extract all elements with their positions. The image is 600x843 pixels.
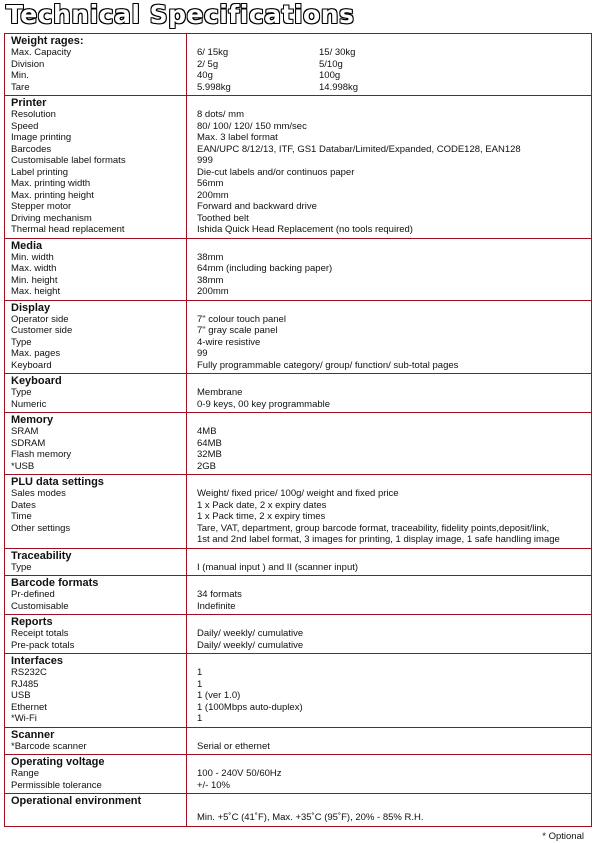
- section-title: PLU data settings: [11, 476, 104, 488]
- section-title: Interfaces: [11, 655, 63, 667]
- spec-row: [5, 337, 591, 349]
- spec-row: [5, 500, 591, 512]
- spec-value-large-model: 5/10g: [319, 58, 343, 70]
- spec-value: 32MB: [197, 449, 222, 460]
- spec-label: SDRAM: [11, 437, 46, 449]
- section-title: Operating voltage: [11, 756, 105, 768]
- spec-row: [5, 534, 591, 546]
- spec-value: 38mm: [197, 274, 224, 286]
- spec-row: [5, 488, 591, 500]
- spec-value: 64MB: [197, 437, 222, 449]
- spec-label: RS232C: [11, 667, 47, 678]
- spec-row: [5, 286, 591, 298]
- spec-value: Toothed belt: [197, 212, 249, 224]
- spec-value: 200mm: [197, 189, 229, 201]
- spec-row: [5, 132, 591, 144]
- spec-label: SRAM: [11, 426, 39, 437]
- spec-value: 8 dots/ mm: [197, 109, 244, 120]
- spec-value: Membrane: [197, 387, 243, 398]
- spec-label: *USB: [11, 460, 35, 472]
- spec-row: [5, 314, 591, 326]
- spec-value: Die-cut labels and/or continuos paper: [197, 166, 355, 178]
- spec-row: [5, 190, 591, 202]
- spec-value: 4MB: [197, 426, 217, 437]
- spec-row: [5, 667, 591, 679]
- spec-label: Stepper motor: [11, 201, 72, 212]
- spec-section: [5, 300, 591, 374]
- spec-label: [5, 812, 187, 824]
- spec-label: Max. Capacity: [11, 47, 72, 58]
- spec-label: *Wi-Fi: [11, 713, 37, 724]
- spec-label: Type: [11, 336, 32, 348]
- spec-value-small-model: 6/ 15kg: [197, 47, 229, 58]
- spec-section: [5, 548, 591, 576]
- spec-section: [5, 754, 591, 793]
- spec-row: [5, 121, 591, 133]
- spec-row: [5, 144, 591, 156]
- spec-value: 80/ 100/ 120/ 150 mm/sec: [197, 120, 307, 132]
- spec-value: [187, 59, 591, 71]
- spec-label: Receipt totals: [11, 628, 69, 639]
- spec-section: [5, 793, 591, 826]
- spec-section: [5, 653, 591, 727]
- spec-label: RJ485: [11, 678, 39, 690]
- spec-label: Min. height: [11, 274, 58, 286]
- spec-label: Customisable label formats: [11, 155, 126, 166]
- spec-value: 7" colour touch panel: [197, 313, 286, 325]
- spec-section: [5, 95, 591, 238]
- spec-value: 1: [197, 667, 203, 678]
- spec-row: [5, 768, 591, 780]
- spec-row: [5, 325, 591, 337]
- spec-value: 1st and 2nd label format, 3 images for printing, 1 display image, 1 safe handling image: [197, 534, 560, 545]
- spec-label: Pre-pack totals: [11, 639, 75, 651]
- spec-row: [5, 741, 591, 753]
- spec-value: 1 (ver 1.0): [197, 690, 241, 701]
- spec-label: Max. pages: [11, 348, 61, 359]
- spec-label: Label printing: [11, 166, 69, 178]
- spec-section: [5, 474, 591, 548]
- section-title: Operational environment: [11, 795, 142, 807]
- spec-value: 1: [197, 713, 203, 724]
- spec-value: [187, 70, 591, 82]
- spec-label: *Barcode scanner: [11, 740, 87, 752]
- spec-value-large-model: 14.998kg: [319, 81, 359, 93]
- spec-value: Min. +5˚C (41˚F), Max. +35˚C (95˚F), 20% - 85% R.H.: [197, 812, 424, 823]
- spec-label: Other settings: [11, 522, 71, 534]
- spec-row: [5, 178, 591, 190]
- spec-label: Ethernet: [11, 701, 47, 713]
- optional-footnote: * Optional: [542, 831, 584, 842]
- spec-row: [5, 690, 591, 702]
- spec-value: Forward and backward drive: [197, 201, 317, 212]
- spec-value: 1 (100Mbps auto-duplex): [197, 701, 303, 713]
- spec-value: 2GB: [197, 460, 217, 472]
- section-title: Display: [11, 301, 51, 314]
- spec-label: [5, 534, 187, 546]
- spec-row: [5, 109, 591, 121]
- spec-value: 1 x Pack time, 2 x expiry times: [197, 511, 326, 522]
- spec-label: Range: [11, 768, 39, 779]
- spec-value: [187, 82, 591, 94]
- spec-value: 7" gray scale panel: [197, 325, 278, 336]
- spec-value-large-model: 15/ 30kg: [319, 47, 356, 58]
- section-title: Barcode formats: [11, 577, 99, 589]
- spec-label: USB: [11, 690, 31, 701]
- spec-value: Daily/ weekly/ cumulative: [197, 628, 304, 639]
- spec-row: [5, 461, 591, 473]
- spec-value: 56mm: [197, 178, 224, 189]
- page-title: Technical Specifications: [6, 0, 355, 29]
- spec-section: [5, 614, 591, 653]
- spec-label: Customisable: [11, 600, 69, 612]
- spec-label: Permissible tolerance: [11, 779, 102, 791]
- spec-row: [5, 807, 591, 824]
- spec-value: 34 formats: [197, 589, 242, 600]
- section-title: Traceability: [11, 549, 72, 562]
- spec-value-small-model: 40g: [197, 70, 213, 81]
- spec-value: 999: [197, 155, 213, 166]
- spec-value: Weight/ fixed price/ 100g/ weight and fixed price: [197, 488, 399, 499]
- spec-section: [5, 373, 591, 412]
- spec-value: Daily/ weekly/ cumulative: [197, 639, 304, 651]
- spec-label: Speed: [11, 120, 39, 132]
- section-title: Reports: [11, 616, 53, 628]
- spec-row: [5, 780, 591, 792]
- spec-value: Tare, VAT, department, group barcode format, traceability, fidelity points,deposit/link,: [197, 522, 550, 534]
- spec-row: [5, 589, 591, 601]
- spec-value: 1: [197, 678, 203, 690]
- spec-label: Barcodes: [11, 143, 52, 155]
- spec-row: [5, 70, 591, 82]
- spec-label: Flash memory: [11, 449, 72, 460]
- section-title: Scanner: [11, 728, 55, 741]
- spec-value: Ishida Quick Head Replacement (no tools required): [197, 224, 413, 235]
- spec-row: [5, 640, 591, 652]
- spec-label: Image printing: [11, 132, 72, 143]
- spec-row: [5, 155, 591, 167]
- spec-section: [5, 727, 591, 755]
- spec-row: [5, 562, 591, 574]
- spec-label: Keyboard: [11, 359, 52, 371]
- spec-label: Type: [11, 561, 32, 573]
- spec-row: [5, 263, 591, 275]
- spec-value-small-model: 5.998kg: [197, 81, 231, 93]
- spec-value: Fully programmable category/ group/ function/ sub-total pages: [197, 359, 459, 371]
- spec-row: [5, 628, 591, 640]
- spec-value: Indefinite: [197, 600, 236, 612]
- spec-value: EAN/UPC 8/12/13, ITF, GS1 Databar/Limited/Expanded, CODE128, EAN128: [197, 143, 521, 155]
- spec-section: [5, 575, 591, 614]
- spec-row: [5, 275, 591, 287]
- spec-value: 0-9 keys, 00 key programmable: [197, 398, 331, 410]
- spec-label: Resolution: [11, 109, 56, 120]
- spec-section: [5, 412, 591, 474]
- spec-label: Max. printing width: [11, 178, 91, 189]
- spec-row: [5, 348, 591, 360]
- spec-value: 1 x Pack date, 2 x expiry dates: [197, 499, 327, 511]
- spec-label: Max. height: [11, 286, 61, 297]
- spec-label: Division: [11, 58, 45, 70]
- spec-label: Numeric: [11, 398, 47, 410]
- spec-value: Max. 3 label format: [197, 132, 278, 143]
- spec-label: Min.: [11, 70, 29, 81]
- spec-label: Driving mechanism: [11, 212, 92, 224]
- spec-row: [5, 201, 591, 213]
- spec-label: Tare: [11, 81, 30, 93]
- spec-row: [5, 713, 591, 725]
- spec-row: [5, 360, 591, 372]
- spec-value: 38mm: [197, 251, 224, 263]
- spec-row: [5, 167, 591, 179]
- spec-section: [5, 34, 591, 95]
- spec-section: [5, 238, 591, 300]
- spec-row: [5, 679, 591, 691]
- spec-label: Pr-defined: [11, 589, 55, 600]
- spec-row: [5, 438, 591, 450]
- spec-label: Time: [11, 511, 32, 522]
- spec-row: [5, 702, 591, 714]
- spec-label: Max. width: [11, 263, 57, 274]
- section-title: Printer: [11, 97, 47, 109]
- spec-label: Min. width: [11, 251, 54, 263]
- spec-value: 4-wire resistive: [197, 336, 261, 348]
- spec-value: I (manual input ) and II (scanner input): [197, 561, 359, 573]
- spec-table: [4, 33, 592, 827]
- spec-label: Max. printing height: [11, 189, 94, 201]
- spec-value: 100 - 240V 50/60Hz: [197, 768, 282, 779]
- spec-row: [5, 224, 591, 236]
- spec-value: 200mm: [197, 286, 229, 297]
- spec-label: Customer side: [11, 325, 73, 336]
- spec-value-small-model: 2/ 5g: [197, 58, 219, 70]
- spec-value: 99: [197, 348, 208, 359]
- spec-label: Thermal head replacement: [11, 224, 125, 235]
- spec-value: [187, 47, 591, 59]
- spec-row: [5, 387, 591, 399]
- spec-row: [5, 511, 591, 523]
- spec-row: [5, 426, 591, 438]
- spec-row: [5, 449, 591, 461]
- section-title: Weight rages:: [11, 35, 84, 47]
- spec-value: Serial or ethernet: [197, 740, 270, 752]
- spec-value: 64mm (including backing paper): [197, 263, 333, 274]
- spec-label: Sales modes: [11, 488, 66, 499]
- spec-label: Dates: [11, 499, 36, 511]
- spec-row: [5, 523, 591, 535]
- section-title: Keyboard: [11, 375, 62, 387]
- spec-row: [5, 47, 591, 59]
- section-title: Memory: [11, 414, 54, 426]
- spec-row: [5, 59, 591, 71]
- spec-row: [5, 252, 591, 264]
- spec-label: Operator side: [11, 313, 69, 325]
- section-title: Media: [11, 239, 43, 252]
- spec-value: +/- 10%: [197, 779, 231, 791]
- spec-row: [5, 213, 591, 225]
- spec-label: Type: [11, 387, 32, 398]
- spec-row: [5, 399, 591, 411]
- spec-row: [5, 601, 591, 613]
- spec-row: [5, 82, 591, 94]
- spec-value-large-model: 100g: [319, 70, 341, 81]
